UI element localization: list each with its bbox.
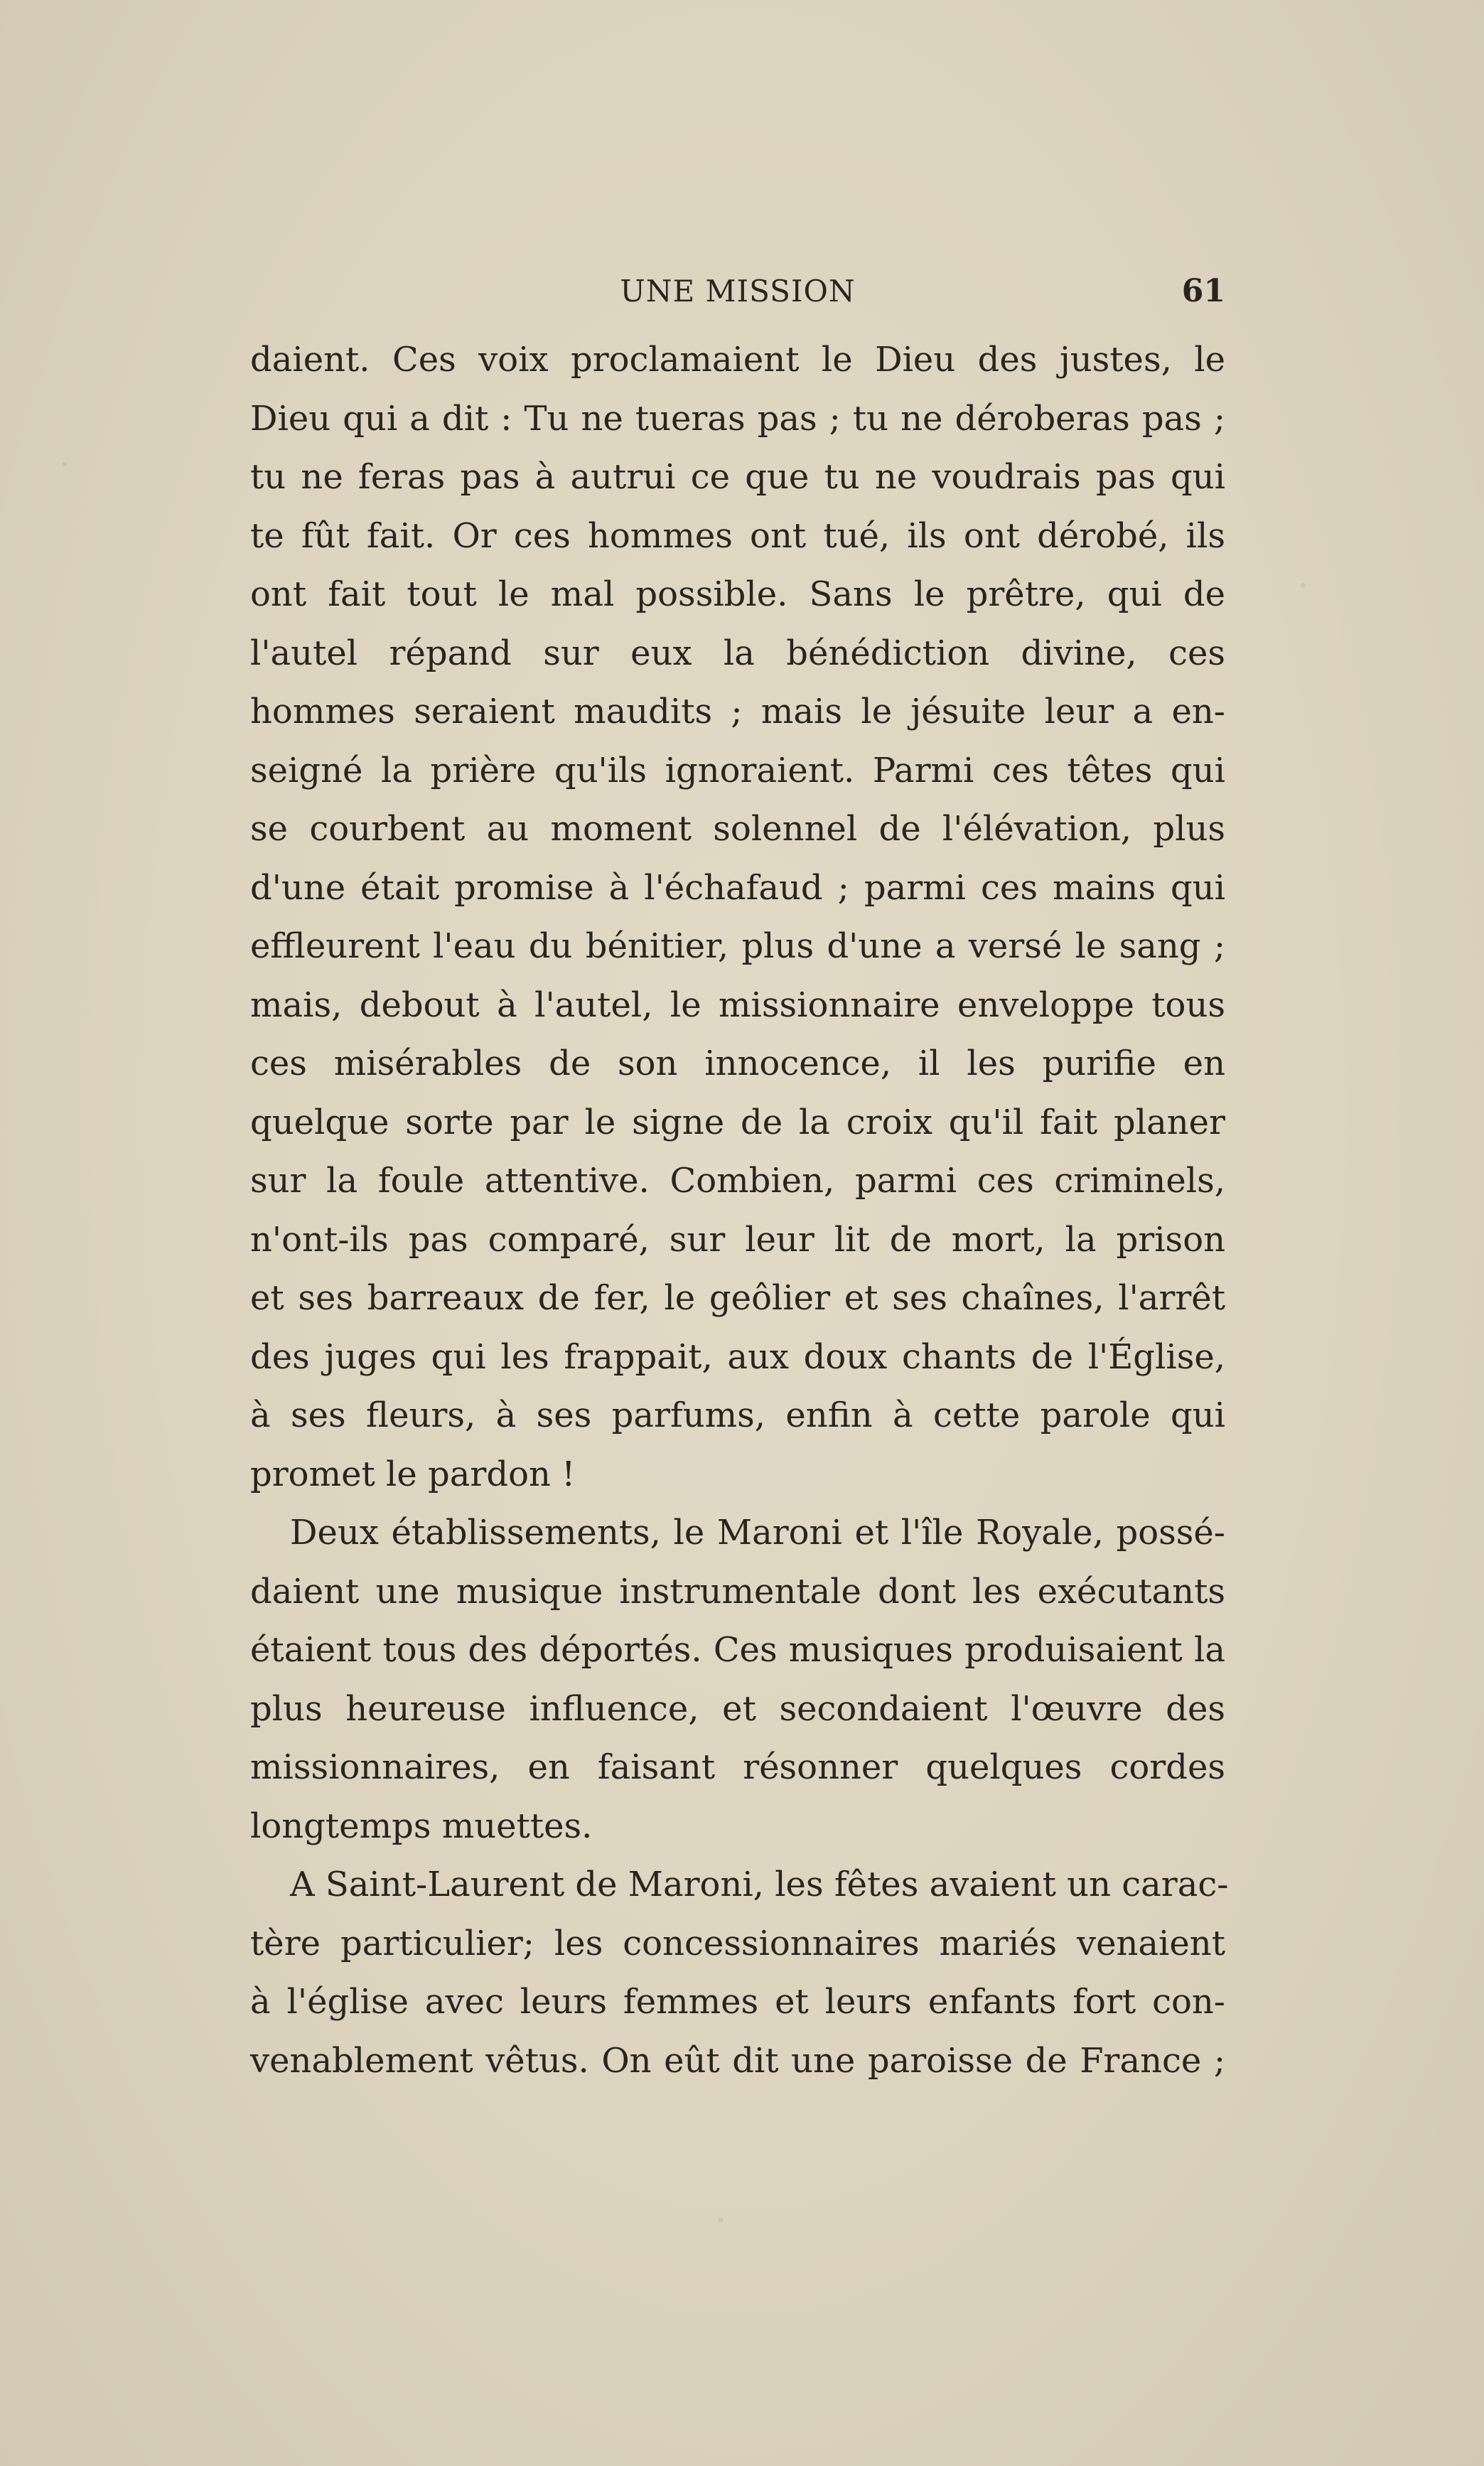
text-line: plus heureuse influence, et secondaient l'œuvre des (250, 1688, 1225, 1729)
text-line: tère particulier; les concessionnaires mariés venaient (250, 1923, 1225, 1963)
body-text (250, 331, 1229, 2090)
running-title: UNE MISSION (620, 274, 856, 309)
text-line: ont fait tout le mal possible. Sans le prêtre, qui de (250, 574, 1225, 614)
text-line: promet le pardon ! (250, 1454, 576, 1494)
text-line: te fût fait. Or ces hommes ont tué, ils ont dérobé, ils (250, 515, 1225, 556)
text-line: effleurent l'eau du bénitier, plus d'une a versé le sang ; (250, 926, 1225, 966)
paper-spot (63, 462, 67, 466)
paragraph (250, 1855, 1229, 2090)
paper-spot (718, 2218, 724, 2222)
text-line: longtemps muettes. (250, 1806, 593, 1846)
text-line: d'une était promise à l'échafaud ; parmi ces mains qui (250, 867, 1225, 908)
text-line: tu ne feras pas à autrui ce que tu ne voudrais pas qui (250, 457, 1225, 497)
text-line: à ses fleurs, à ses parfums, enfin à cette parole qui (250, 1395, 1225, 1435)
text-line: quelque sorte par le signe de la croix qu'il fait planer (250, 1102, 1225, 1142)
paper-spot (1301, 583, 1306, 588)
text-line: et ses barreaux de fer, le geôlier et ses chaînes, l'arrêt (250, 1278, 1225, 1318)
text-line: daient une musique instrumentale dont les exécutants (250, 1571, 1225, 1612)
text-line: des juges qui les frappait, aux doux chants de l'Église, (250, 1336, 1225, 1377)
paragraph (250, 1503, 1225, 1855)
text-line: se courbent au moment solennel de l'élévation, plus (250, 809, 1225, 849)
text-line: Deux établissements, le Maroni et l'île Royale, possé- (290, 1513, 1225, 1553)
text-line: seigné la prière qu'ils ignoraient. Parmi ces têtes qui (250, 750, 1225, 790)
text-line: n'ont-ils pas comparé, sur leur lit de mort, la prison (250, 1219, 1225, 1260)
text-line: venablement vêtus. On eût dit une paroisse de France ; (250, 2040, 1225, 2081)
text-line: Dieu qui a dit : Tu ne tueras pas ; tu ne déroberas pas ; (250, 398, 1225, 439)
text-line: A Saint-Laurent de Maroni, les fêtes avaient un carac- (290, 1865, 1229, 1904)
text-line: l'autel répand sur eux la bénédiction divine, ces (250, 633, 1225, 673)
text-line: étaient tous des déportés. Ces musiques produisaient la (250, 1630, 1225, 1670)
page-number: 61 (1181, 273, 1225, 309)
text-line: à l'église avec leurs femmes et leurs enfants fort con- (250, 1982, 1225, 2022)
text-line: ces misérables de son innocence, il les purifie en (250, 1044, 1225, 1083)
text-line: daient. Ces voix proclamaient le Dieu des justes, le (250, 340, 1225, 380)
text-line: sur la foule attentive. Combien, parmi ces criminels, (250, 1161, 1225, 1201)
text-line: mais, debout à l'autel, le missionnaire enveloppe tous (250, 985, 1225, 1025)
paragraph (250, 331, 1225, 1503)
text-line: hommes seraient maudits ; mais le jésuite leur a en- (250, 692, 1225, 731)
page-header (250, 270, 1225, 313)
text-line: missionnaires, en faisant résonner quelques cordes (250, 1747, 1225, 1787)
